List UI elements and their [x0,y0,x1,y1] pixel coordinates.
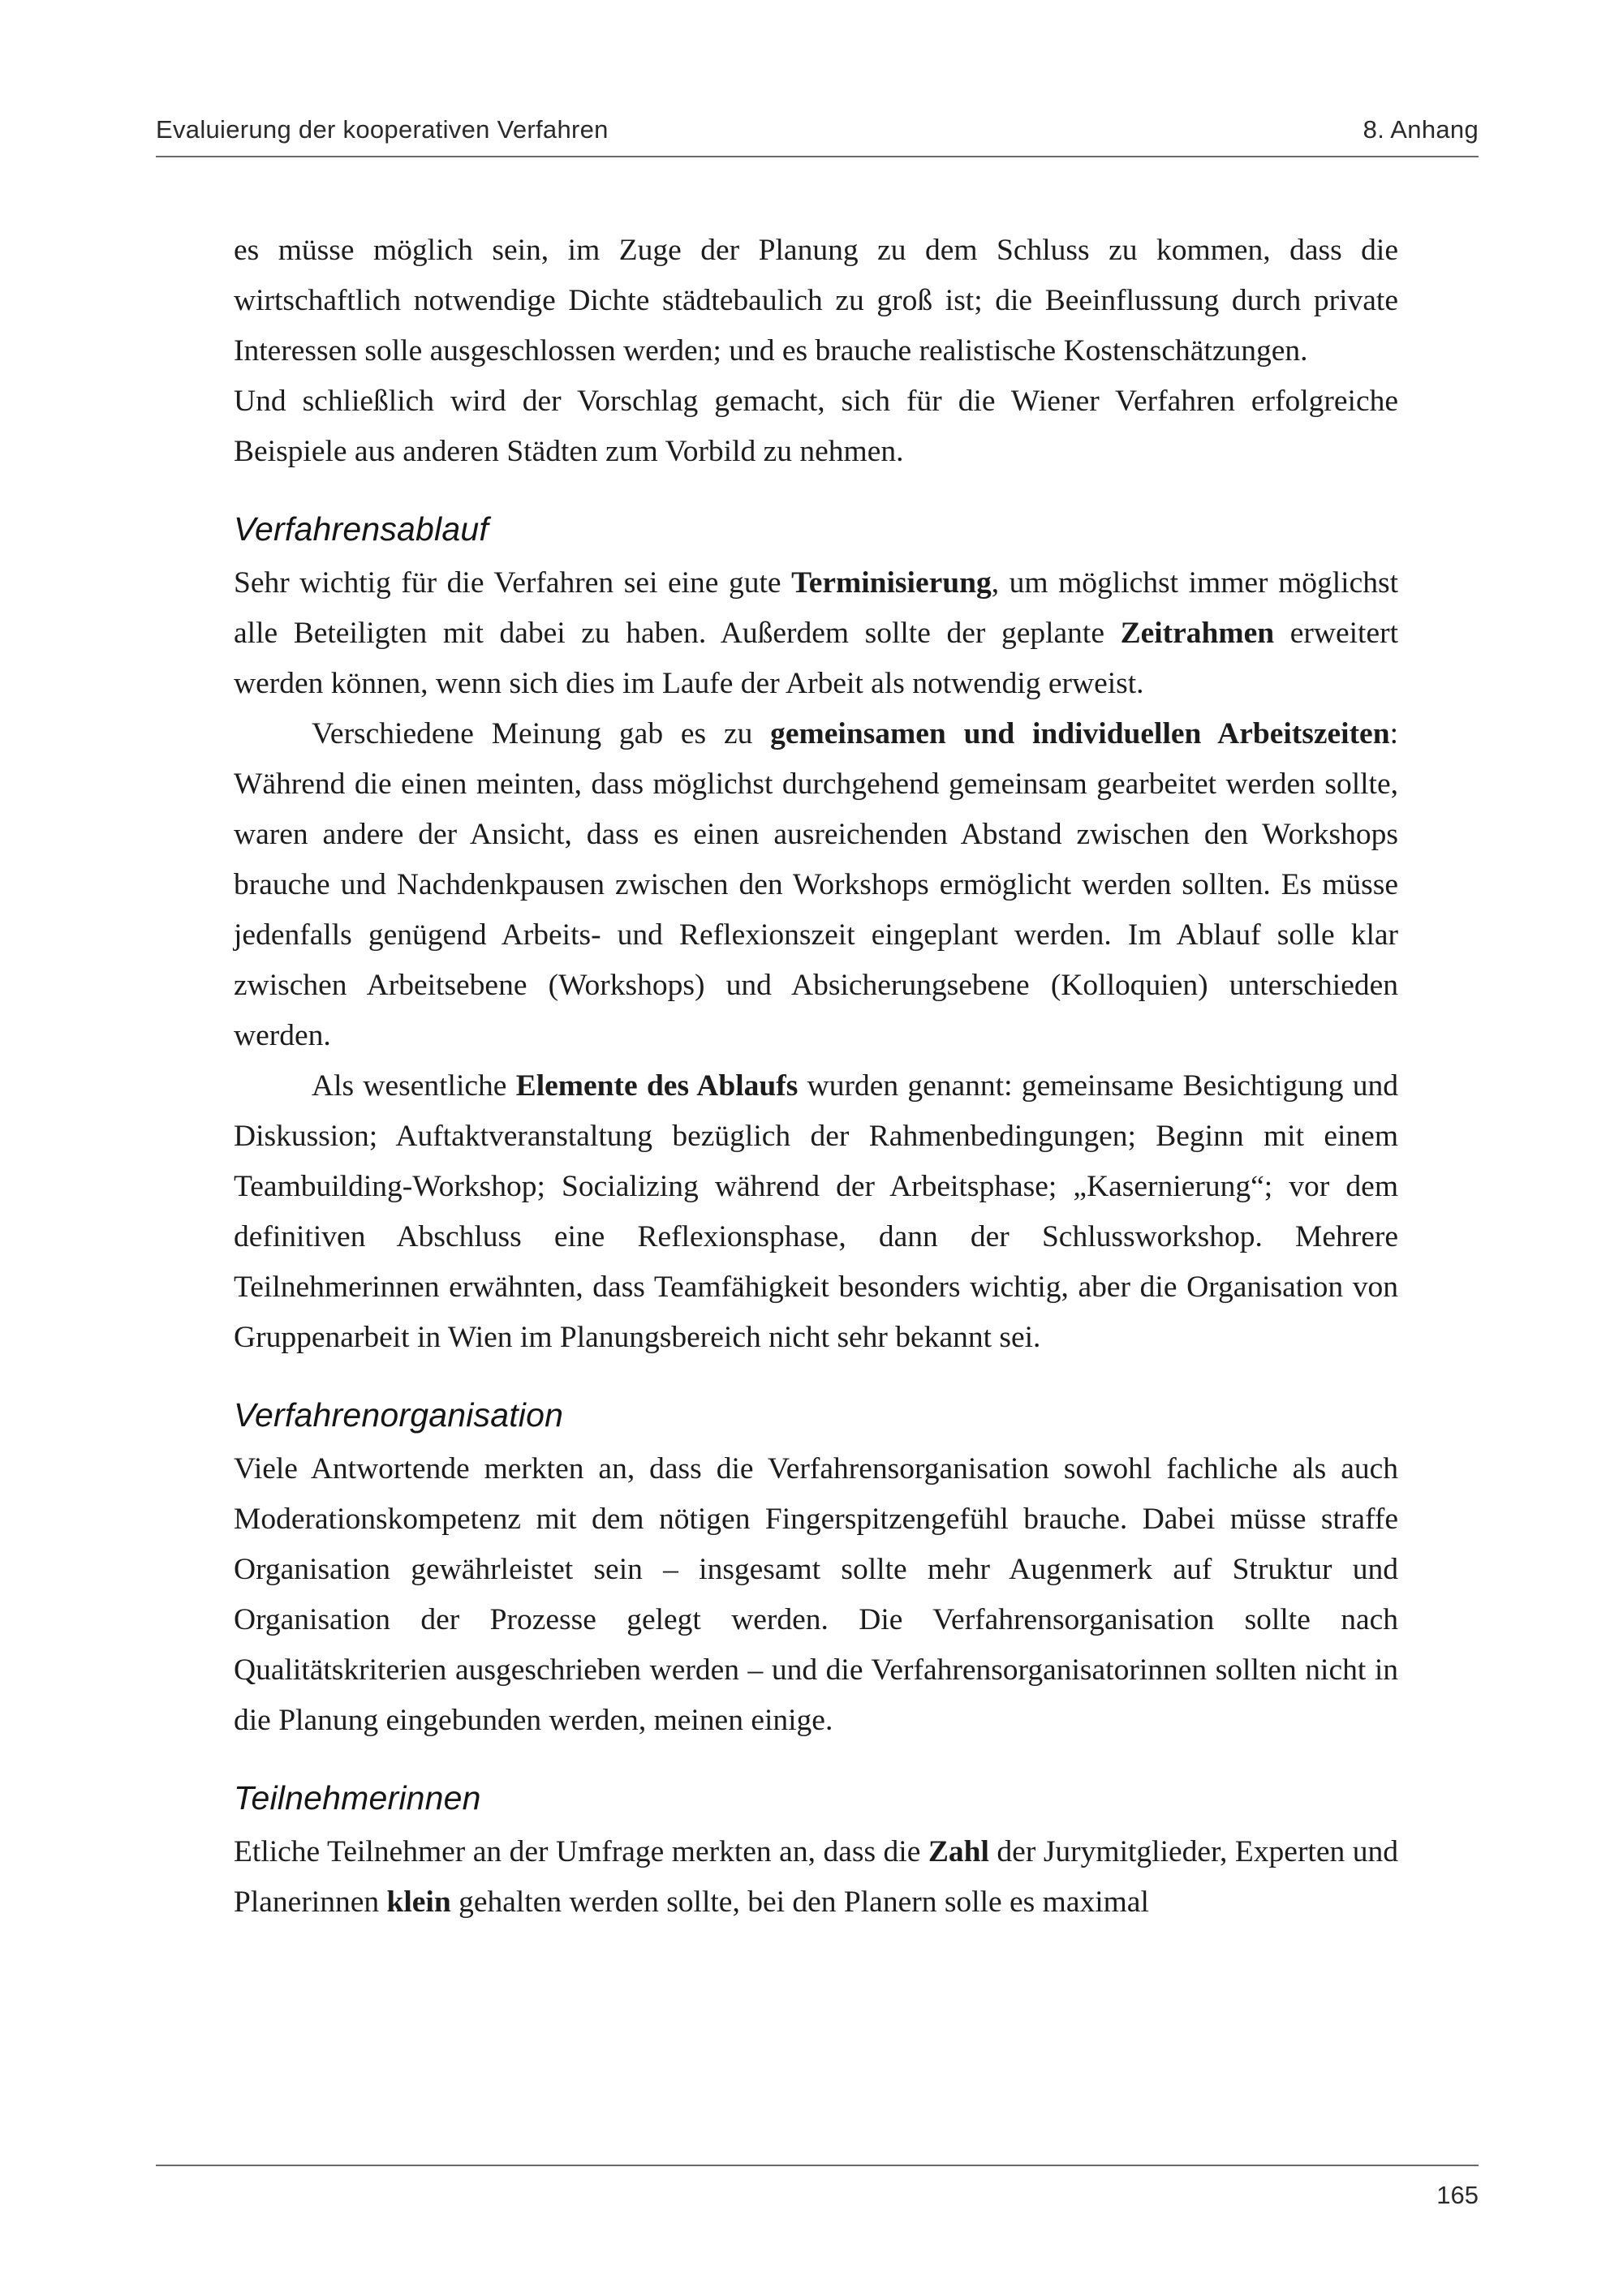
bold-term-elemente-des-ablaufs: Elemente des Ablaufs [515,1069,799,1103]
intro-paragraph-2: Und schließlich wird der Vorschlag gemacht, sich für die Wiener Verfahren erfolgreiche Beispiele aus anderen Städten zum Vorbild zu nehmen. [234,385,1398,468]
verfahrenorganisation-paragraph-1: Viele Antwortende merkten an, dass die Verfahrensorganisation sowohl fachliche als auch Moderationskompetenz mit dem nötigen Fingerspitzengefühl brauche. Dabei müsse straffe Organisation gewährleistet sein – insgesamt sollte mehr Augenmerk auf Struktur und Organisation der Prozesse gelegt werden. Die Verfahrensorganisation sollte nach Qualitätskriterien ausgeschrieben werden – und die Verfahrensorganisatorinnen sollten nicht in die Planung eingebunden werden, meinen einige. [234,1452,1398,1737]
page-header [156,115,1479,157]
page-body [234,226,1398,1928]
verfahrensablauf-paragraph-3: Als wesentliche Elemente des Ablaufs wurden genannt: gemeinsame Besichtigung und Diskussion; Auftaktveranstaltung bezüglich der Rahmenbedingungen; Beginn mit einem Teambuilding-Workshop; Socializing während der Arbeitsphase; „Kasernierung“; vor dem definitiven Abschluss eine Reflexionsphase, dann der Schlussworkshop. Mehrere Teilnehmerinnen erwähnten, dass Teamfähigkeit besonders wichtig, aber die Organisation von Gruppenarbeit in Wien im Planungsbereich nicht sehr bekannt sei. [234,1069,1398,1354]
section-heading-teilnehmerinnen: Teilnehmerinnen [234,1779,481,1817]
bold-term-zahl: Zahl [928,1835,989,1868]
bold-term-arbeitszeiten: gemeinsamen und individuellen Arbeitszeiten [770,717,1390,750]
footer-divider [156,2165,1479,2166]
bold-term-terminisierung: Terminisierung [791,566,992,600]
page-number: 165 [1436,2181,1479,2209]
verfahrensablauf-paragraph-2: Verschiedene Meinung gab es zu gemeinsamen und individuellen Arbeitszeiten: Während die einen meinten, dass möglichst durchgehend gemeinsam gearbeitet werden sollte, waren andere der Ansicht, dass es einen ausreichenden Abstand zwischen den Workshops brauche und Nachdenkpausen zwischen den Workshops ermöglicht werden sollten. Es müsse jedenfalls genügend Arbeits- und Reflexionszeit eingeplant werden. Im Ablauf solle klar zwischen Arbeitsebene (Workshops) und Absicherungsebene (Kolloquien) unterschieden werden. [234,717,1398,1052]
section-heading-verfahrensablauf: Verfahrensablauf [234,510,489,548]
header-chapter: 8. Anhang [1363,115,1479,144]
header-document-title: Evaluierung der kooperativen Verfahren [156,115,609,144]
section-heading-verfahrenorganisation: Verfahrenorganisation [234,1396,564,1434]
verfahrensablauf-paragraph-1: Sehr wichtig für die Verfahren sei eine gute Terminisierung, um möglichst immer möglichst alle Beteiligten mit dabei zu haben. Außerdem sollte der geplante Zeitrahmen erweitert werden können, wenn sich dies im Laufe der Arbeit als notwendig erweist. [234,566,1398,700]
bold-term-zeitrahmen: Zeitrahmen [1120,617,1275,650]
bold-term-klein: klein [386,1885,451,1919]
teilnehmerinnen-paragraph-1: Etliche Teilnehmer an der Umfrage merkten an, dass die Zahl der Jurymitglieder, Experten und Planerinnen klein gehalten werden sollte, bei den Planern solle es maximal [234,1835,1399,1919]
intro-paragraph-1: es müsse möglich sein, im Zuge der Planung zu dem Schluss zu kommen, dass die wirtschaftlich notwendige Dichte städtebaulich zu groß ist; die Beeinflussung durch private Interessen solle ausgeschlossen werden; und es brauche realistische Kostenschätzungen. [234,234,1398,368]
